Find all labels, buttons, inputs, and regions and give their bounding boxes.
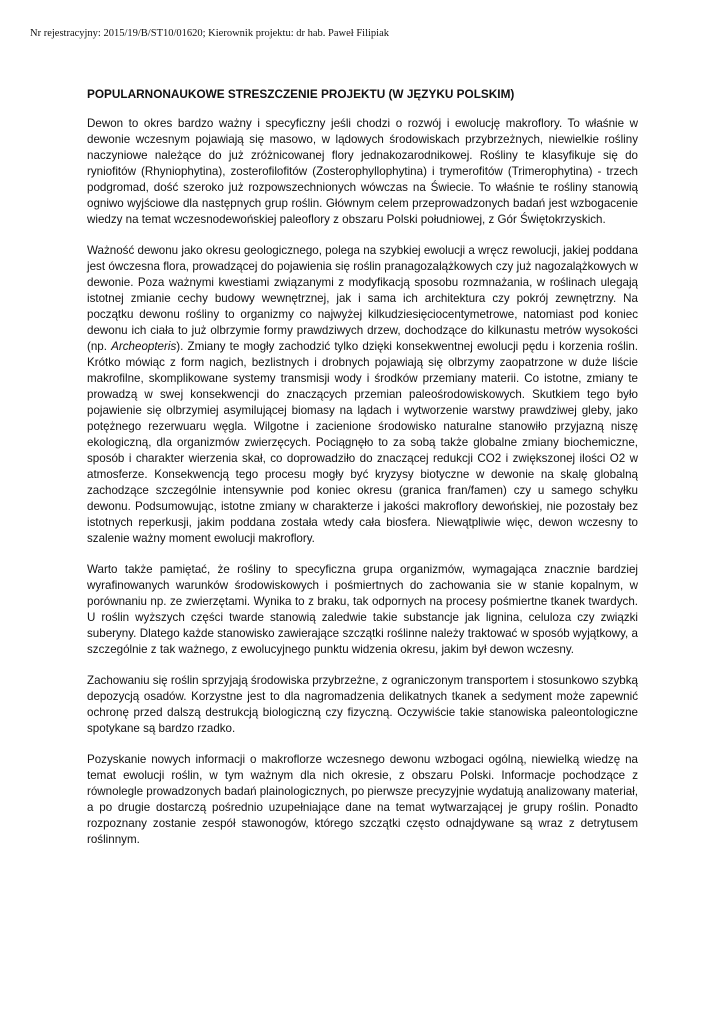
paragraph-5: Pozyskanie nowych informacji o makroflorze wczesnego dewonu wzbogaci ogólną, niewielką wiedzę na temat ewolucji roślin, w tym ważnym dla nich okresie, z obszaru Polski. Informacje pochodzące z równolegle prowadzonych badań plainologicznych, po pierwsze precyzyjnie wydatują analizowany materiał, a po drugie dostarczą pośrednio uzupełniające dane na temat wytwarzającej je grupy roślin. Ponadto rozpoznany zostanie zespół stawonogów, którego szczątki często odnajdywane są wraz z detrytusem roślinnym. xyxy=(87,753,639,846)
paragraph-2-part-2: ). Zmiany te mogły zachodzić tylko dzięki konsekwentnej ewolucji pędu i korzenia roślin. Krótko mówiąc z form nagich, bezlistnych i drobnych pojawiają się olbrzymy zaopatrzone w duże liście makrofilne, skomplikowane systemy transmisji wody i środków przemiany materii. Co istotne, zmiany te prowadzą w swej konsekwencji do znaczących przemian paleośrodowiskowych. Skutkiem tego było pojawienie się olbrzymiej asymilującej biomasy na lądach i wytworzenie warstwy prawdziwej gleby, jako potężnego rezerwuaru węgla. Wilgotne i zacienione środowisko naturalne stanowiło przyjazną niszę ekologiczną, dla organizmów zwierzęcych. Pociągnęło to za sobą także globalne zmiany biochemiczne, sposób i charakter wierzenia skał, co doprowadziło do znaczącej redukcji CO2 i zwiększonej ilości O2 w atmosferze. Konsekwencją tego procesu mogły być kryzysy biotyczne w dewonie na skalę globalną zachodzące szczególnie intensywnie pod koniec okresu (granica fran/famen) czy u samego schyłku dewonu. Podsumowując, istotne zmiany w charakterze i jakości makroflory dewońskiej, nie pozostały bez istotnych reperkusji, jakim poddana została wtedy cała biosfera. Niewątpliwie więc, dewon wczesny to szalenie ważny moment ewolucji makroflory. xyxy=(87,340,638,545)
paragraph-4: Zachowaniu się roślin sprzyjają środowiska przybrzeżne, z ograniczonym transportem i stosunkowo szybką depozycją osadów. Korzystne jest to dla nagromadzenia delikatnych tkanek a sedyment może zapewnić ochronę przed dalszą destrukcją biologiczną czy fizyczną. Oczywiście takie stanowiska paleontologiczne spotykane są bardzo rzadko. xyxy=(87,674,638,735)
document-body xyxy=(87,86,638,863)
paragraph-2 xyxy=(87,243,638,547)
registration-header: Nr rejestracyjny: 2015/19/B/ST10/01620; Kierownik projektu: dr hab. Paweł Filipiak xyxy=(30,28,389,39)
document-title: POPULARNONAUKOWE STRESZCZENIE PROJEKTU (W JĘZYKU POLSKIM) xyxy=(87,87,515,101)
paragraph-1: Dewon to okres bardzo ważny i specyficzny jeśli chodzi o rozwój i ewolucję makroflory. To właśnie w dewonie wczesnym pojawiają się masowo, w lądowych środowiskach przybrzeżnych, niewielkie rośliny naczyniowe należące do już zróżnicowanej flory jednakozarodnikowej. Rośliny te klasyfikuje się do ryniofitów (Rhyniophytina), zosterofilofitów (Zosterophyllophytina) i trymerofitów (Trimerophytina) - trzech podgromad, dość szeroko już rozpowszechnionych wówczas na Świecie. To właśnie te rośliny stanowią ogniwo wyjściowe dla następnych grup roślin. Głównym celem przeprowadzonych badań jest wzbogacenie wiedzy na temat wczesnodewońskiej paleoflory z obszaru Polski południowej, z Gór Świętokrzyskich. xyxy=(87,117,638,226)
paragraph-2-part-1: Ważność dewonu jako okresu geologicznego, polega na szybkiej ewolucji a wręcz rewolucji, jakiej poddana jest ówczesna flora, prowadzącej do pojawienia się roślin pranagozalążkowych czy już nagozalążkowych w dewonie. Poza ważnymi kwestiami związanymi z modyfikacją sposobu rozmnażania, w roślinach ulegają istotnej zmianie cechy budowy wewnętrznej, jak i sama ich architektura czy pokrój zewnętrzny. Na początku dewonu rośliny to organizmy co najwyżej kilkudziesięciocentymetrowe, natomiast pod koniec dewonu ich ciała to już olbrzymie formy prawdziwych drzew, dochodzące do kilkunastu metrów wysokości (np. xyxy=(87,244,638,353)
italic-term-archeopteris: Archeopteris xyxy=(111,340,177,353)
paragraph-3: Warto także pamiętać, że rośliny to specyficzna grupa organizmów, wymagająca znacznie bardziej wyrafinowanych warunków środowiskowych i pośmiertnych do zachowania sie w stanie kopalnym, w porównaniu np. ze zwierzętami. Wynika to z braku, tak odpornych na procesy pośmiertne tkanek twardych. U roślin wyższych części twarde stanowią zaledwie takie substancje jak lignina, celuloza czy związki suberyny. Dlatego każde stanowisko zawierające szczątki roślinne należy traktować w sposób wyjątkowy, a szczególnie z tak ważnego, z ewolucyjnego punktu widzenia okresu, jakim był dewon wczesny. xyxy=(87,563,638,656)
